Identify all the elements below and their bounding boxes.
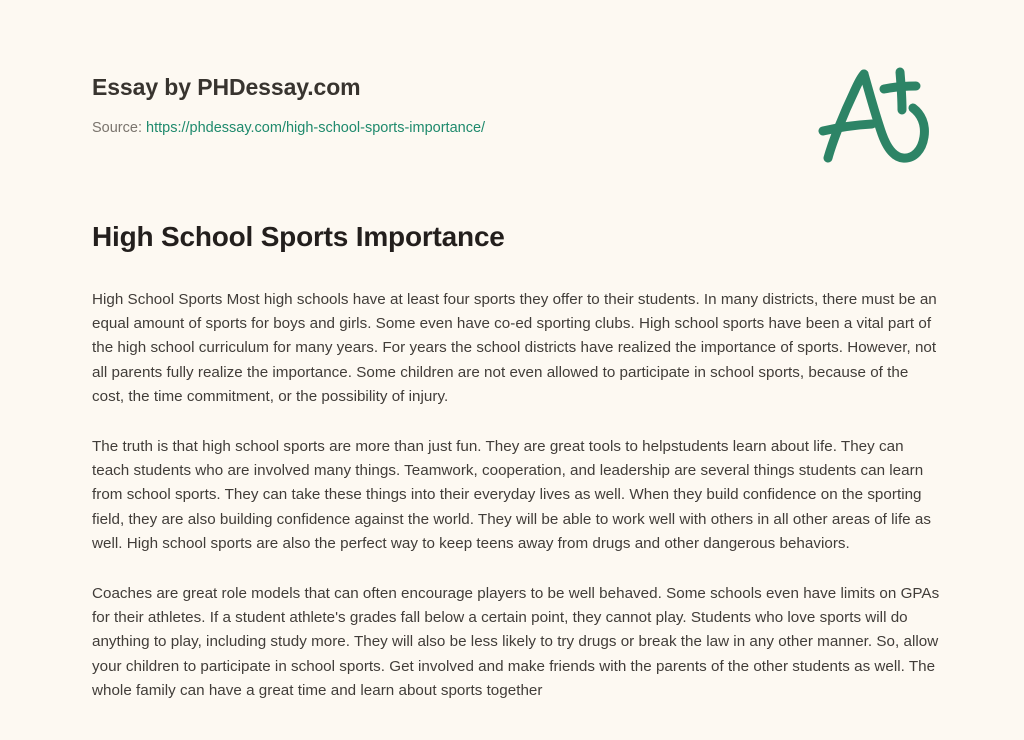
essay-body [92, 288, 940, 703]
source-url-link[interactable]: https://phdessay.com/high-school-sports-importance/ [146, 120, 486, 136]
essay-content [92, 218, 940, 703]
essay-paragraph: The truth is that high school sports are more than just fun. They are great tools to helpstudents learn about life. They can teach students who are involved many things. Teamwork, cooperation, and leadership are several things students can learn from school sports. They can take these things into their everyday lives as well. When they build confidence on the sporting field, they are also building confidence against the world. They will be able to work well with others in all other areas of life as well. High school sports are also the perfect way to keep teens away from drugs and other dangerous behaviors. [92, 438, 931, 552]
essay-paragraph: High School Sports Most high schools have at least four sports they offer to their students. In many districts, there must be an equal amount of sports for boys and girls. Some even have co-ed sporting clubs. High school sports have been a vital part of the high school curriculum for many years. For years the school districts have realized the importance of sports. However, not all parents fully realize the importance. Some children are not even allowed to participate in school sports, because of the cost, the time commitment, or the possibility of injury. [92, 291, 937, 405]
page-header [0, 0, 1024, 190]
brand-title: Essay by PHDessay.com [92, 74, 361, 100]
essay-paragraph: Coaches are great role models that can often encourage players to be well behaved. Some schools even have limits on GPAs for their athletes. If a student athlete's grades fall below a certain point, they cannot play. Students who love sports will do anything to play, including study more. They will also be less likely to try drugs or break the law in any other manner. So, allow your children to participate in school sports. Get involved and make friends with the parents of the other students as well. The whole family can have a great time and learn about sports together [92, 585, 940, 699]
page-title: High School Sports Importance [92, 221, 505, 252]
brand-block [92, 72, 792, 138]
a-plus-logo [806, 58, 936, 168]
a-plus-logo-icon [806, 58, 936, 168]
source-line [92, 118, 792, 138]
source-label: Source: [92, 120, 142, 136]
